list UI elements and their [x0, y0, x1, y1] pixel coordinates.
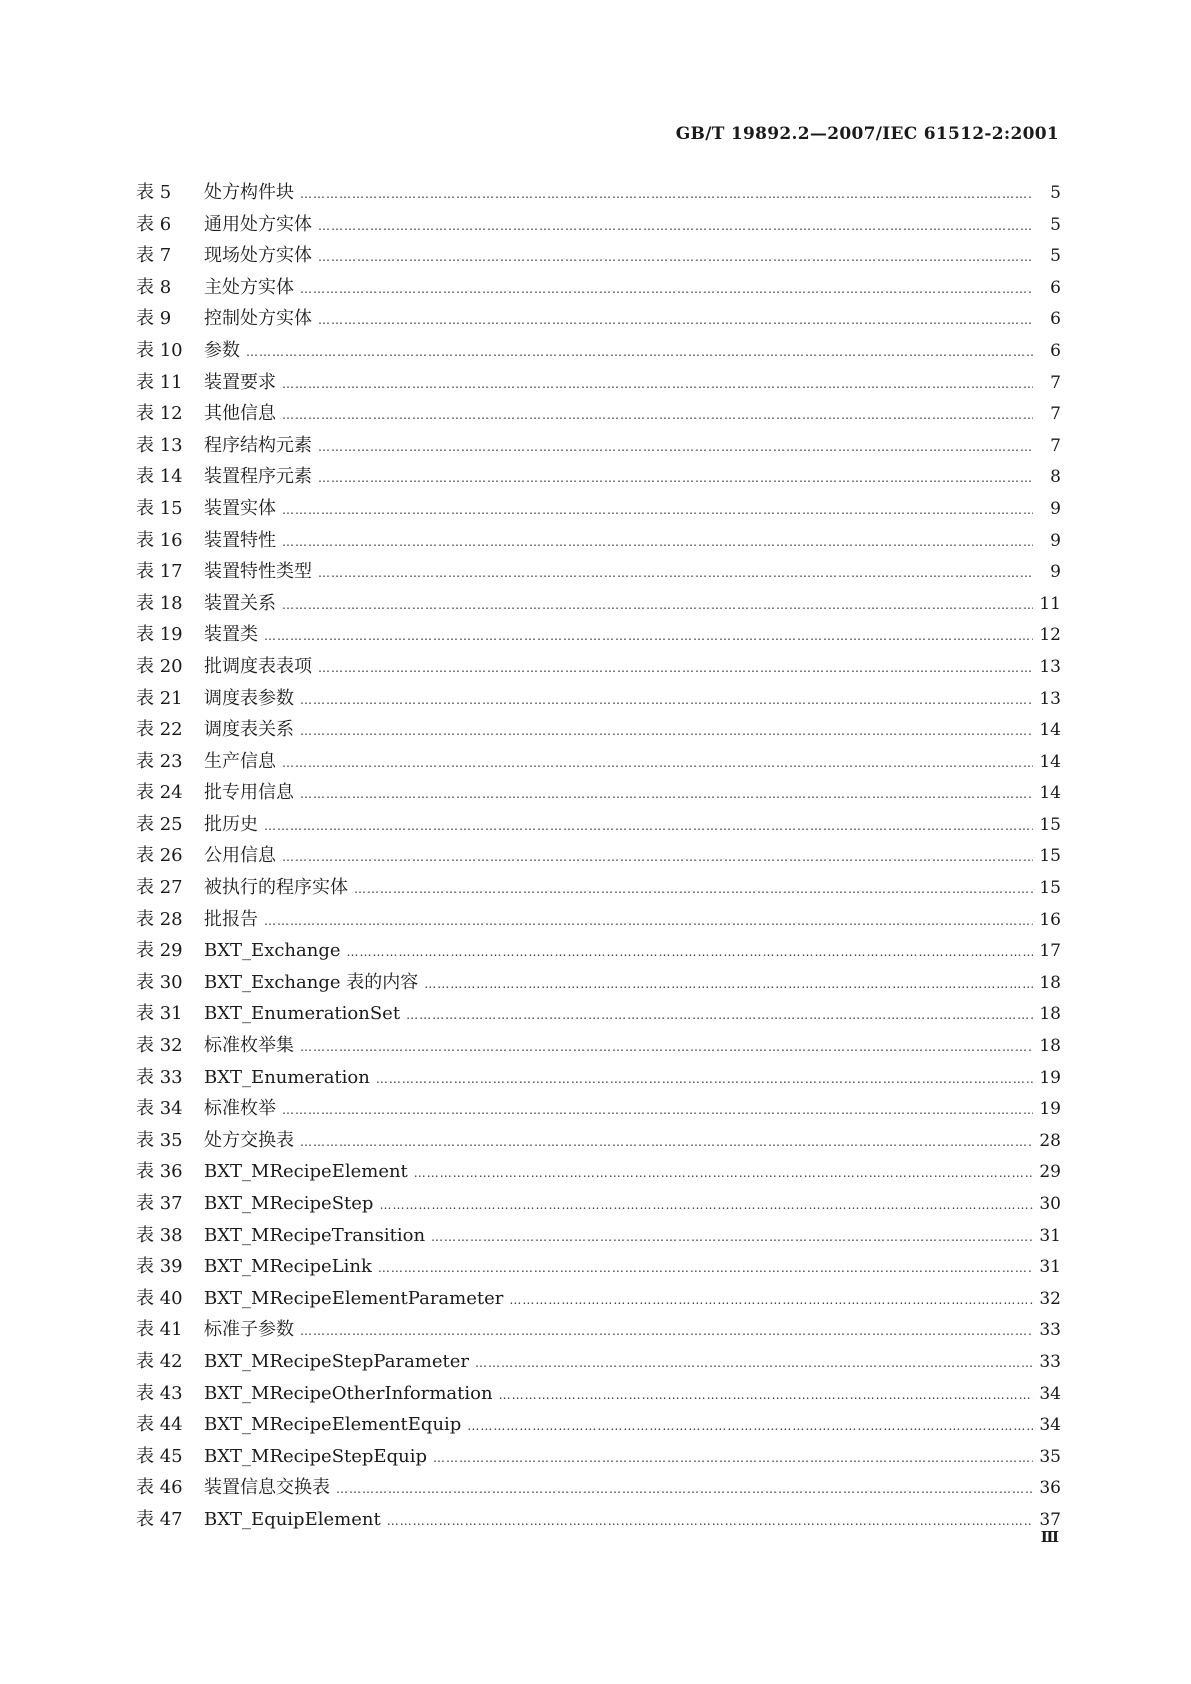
toc-leader-dots [378, 1261, 1033, 1275]
toc-entry-title: 装置要求 [204, 371, 276, 393]
toc-entry-label: 表 25 [136, 813, 183, 835]
toc-entry[interactable] [136, 1347, 1061, 1379]
toc-leader-dots [282, 408, 1033, 422]
toc-entry[interactable] [136, 557, 1061, 589]
toc-entry-title: BXT_MRecipeElementParameter [204, 1287, 504, 1309]
toc-entry[interactable] [136, 652, 1061, 684]
toc-entry[interactable] [136, 1379, 1061, 1411]
toc-entry[interactable] [136, 620, 1061, 652]
toc-entry-label: 表 42 [136, 1350, 183, 1372]
toc-leader-dots [300, 787, 1033, 801]
toc-entry-page: 18 [1039, 1004, 1061, 1025]
toc-entry-page: 7 [1050, 404, 1061, 425]
toc-entry-title: BXT_MRecipeElementEquip [204, 1414, 462, 1436]
toc-entry-title: 通用处方实体 [204, 213, 312, 235]
toc-leader-dots [300, 724, 1033, 738]
toc-entry-label: 表 24 [136, 782, 183, 804]
toc-entry-page: 12 [1039, 625, 1061, 646]
toc-entry-page: 6 [1050, 340, 1061, 361]
toc-entry-page: 14 [1039, 720, 1061, 741]
toc-leader-dots [282, 503, 1033, 517]
toc-entry[interactable] [136, 273, 1061, 305]
toc-entry-title: 标准子参数 [204, 1319, 294, 1341]
toc-entry-label: 表 39 [136, 1256, 183, 1278]
toc-entry[interactable] [136, 778, 1061, 810]
toc-entry-label: 表 36 [136, 1161, 183, 1183]
toc-entry-label: 表 18 [136, 592, 183, 614]
toc-entry-label: 表 9 [136, 308, 172, 330]
toc-entry-page: 6 [1050, 309, 1061, 330]
toc-entry-title: 控制处方实体 [204, 308, 312, 330]
toc-entry[interactable] [136, 1189, 1061, 1221]
toc-entry-page: 33 [1039, 1351, 1061, 1372]
toc-entry[interactable] [136, 494, 1061, 526]
toc-entry-page: 35 [1039, 1446, 1061, 1467]
toc-entry[interactable] [136, 841, 1061, 873]
toc-entry-title: 装置信息交换表 [204, 1477, 330, 1499]
toc-entry-page: 32 [1039, 1288, 1061, 1309]
toc-entry-label: 表 35 [136, 1129, 183, 1151]
toc-entry[interactable] [136, 399, 1061, 431]
toc-entry-label: 表 44 [136, 1414, 183, 1436]
toc-entry-label: 表 38 [136, 1224, 183, 1246]
toc-leader-dots [414, 1166, 1033, 1180]
toc-entry-page: 37 [1039, 1509, 1061, 1530]
toc-entry-page: 18 [1039, 972, 1061, 993]
toc-leader-dots [433, 1451, 1033, 1465]
toc-entry-label: 表 17 [136, 561, 183, 583]
toc-leader-dots [282, 598, 1033, 612]
toc-entry[interactable] [136, 589, 1061, 621]
toc-leader-dots [336, 1482, 1033, 1496]
toc-entry[interactable] [136, 304, 1061, 336]
toc-entry-title: BXT_MRecipeStep [204, 1193, 374, 1214]
toc-entry[interactable] [136, 684, 1061, 716]
toc-entry-title: BXT_MRecipeOtherInformation [204, 1382, 493, 1404]
toc-entry-page: 18 [1039, 1036, 1061, 1057]
toc-entry[interactable] [136, 1157, 1061, 1189]
toc-entry-title: 现场处方实体 [204, 245, 312, 267]
toc-leader-dots [300, 282, 1033, 296]
toc-entry-page: 16 [1039, 909, 1061, 930]
toc-entry-page: 7 [1050, 372, 1061, 393]
toc-entry-label: 表 30 [136, 971, 183, 993]
toc-entry-title: 批专用信息 [204, 782, 294, 804]
toc-entry-title: 程序结构元素 [204, 434, 312, 456]
toc-entry-title: 装置实体 [204, 497, 276, 519]
toc-entry-title: 生产信息 [204, 750, 276, 772]
toc-entry-title: BXT_EquipElement [204, 1508, 381, 1530]
toc-entry-title: 被执行的程序实体 [204, 877, 348, 899]
toc-entry[interactable] [136, 1315, 1061, 1347]
toc-entry-label: 表 16 [136, 529, 183, 551]
toc-entry-page: 28 [1039, 1130, 1061, 1151]
toc-entry[interactable] [136, 431, 1061, 463]
toc-leader-dots [282, 756, 1033, 770]
toc-entry-page: 14 [1039, 783, 1061, 804]
toc-entry-label: 表 8 [136, 276, 172, 298]
toc-entry[interactable] [136, 1094, 1061, 1126]
toc-leader-dots [318, 566, 1033, 580]
toc-entry-page: 34 [1039, 1415, 1061, 1436]
toc-leader-dots [282, 377, 1033, 391]
toc-entry-label: 表 34 [136, 1098, 183, 1120]
table-of-contents [136, 178, 1061, 1537]
toc-entry-title: BXT_MRecipeElement [204, 1161, 408, 1183]
toc-entry-label: 表 28 [136, 908, 183, 930]
toc-entry-page: 29 [1039, 1162, 1061, 1183]
toc-entry-title: 调度表关系 [204, 719, 294, 741]
toc-entry-title: BXT_MRecipeLink [204, 1256, 372, 1278]
toc-entry-page: 9 [1050, 562, 1061, 583]
toc-entry-page: 19 [1039, 1099, 1061, 1120]
toc-entry-label: 表 12 [136, 403, 183, 425]
toc-entry-label: 表 33 [136, 1066, 183, 1088]
toc-entry[interactable] [136, 715, 1061, 747]
toc-entry-page: 31 [1039, 1257, 1061, 1278]
toc-entry[interactable] [136, 810, 1061, 842]
toc-entry[interactable] [136, 999, 1061, 1031]
toc-leader-dots [246, 345, 1033, 359]
toc-entry-label: 表 22 [136, 719, 183, 741]
toc-entry-label: 表 43 [136, 1382, 183, 1404]
toc-entry-page: 5 [1050, 183, 1061, 203]
toc-entry-title: 处方交换表 [204, 1129, 294, 1151]
toc-entry[interactable] [136, 1284, 1061, 1316]
toc-entry[interactable] [136, 336, 1061, 368]
toc-entry[interactable] [136, 368, 1061, 400]
toc-leader-dots [424, 977, 1033, 991]
toc-entry-page: 19 [1039, 1067, 1061, 1088]
toc-entry-label: 表 15 [136, 497, 183, 519]
toc-entry-title: 公用信息 [204, 845, 276, 867]
toc-leader-dots [318, 250, 1033, 264]
toc-leader-dots [318, 219, 1033, 233]
toc-entry-title: 装置关系 [204, 592, 276, 614]
toc-entry-page: 7 [1050, 435, 1061, 456]
toc-entry[interactable] [136, 1063, 1061, 1095]
toc-entry-page: 5 [1050, 246, 1061, 267]
toc-entry-title: 调度表参数 [204, 687, 294, 709]
toc-leader-dots [431, 1230, 1033, 1244]
toc-entry-label: 表 46 [136, 1477, 183, 1499]
toc-entry-title: BXT_MRecipeTransition [204, 1224, 426, 1246]
toc-entry-title: BXT_Exchange [204, 940, 341, 962]
toc-entry[interactable] [136, 747, 1061, 779]
toc-entry-label: 表 37 [136, 1193, 183, 1214]
toc-leader-dots [300, 1040, 1033, 1054]
toc-entry-label: 表 32 [136, 1035, 183, 1057]
toc-entry-label: 表 27 [136, 877, 183, 899]
toc-leader-dots [387, 1514, 1033, 1528]
toc-entry-label: 表 21 [136, 687, 183, 709]
toc-entry-title: 主处方实体 [204, 276, 294, 298]
toc-entry-label: 表 20 [136, 655, 183, 677]
toc-leader-dots [282, 535, 1033, 549]
toc-leader-dots [300, 693, 1033, 707]
toc-entry-title: 批历史 [204, 813, 258, 835]
toc-leader-dots [467, 1419, 1033, 1433]
toc-entry-page: 17 [1039, 941, 1061, 962]
toc-leader-dots [318, 471, 1033, 485]
toc-entry-title: 处方构件块 [204, 182, 294, 203]
toc-entry-page: 9 [1050, 530, 1061, 551]
toc-entry-page: 8 [1050, 467, 1061, 488]
toc-entry-title: 标准枚举 [204, 1098, 276, 1120]
toc-entry-page: 36 [1039, 1478, 1061, 1499]
toc-entry-title: 标准枚举集 [204, 1035, 294, 1057]
toc-leader-dots [300, 1135, 1033, 1149]
toc-entry-label: 表 29 [136, 940, 183, 962]
toc-entry[interactable] [136, 873, 1061, 905]
toc-entry-page: 13 [1039, 656, 1061, 677]
toc-leader-dots [406, 1008, 1033, 1022]
toc-entry[interactable] [136, 936, 1061, 968]
toc-leader-dots [300, 1324, 1033, 1338]
toc-entry-page: 15 [1039, 814, 1061, 835]
toc-entry[interactable] [136, 968, 1061, 1000]
toc-leader-dots [264, 914, 1033, 928]
toc-leader-dots [264, 819, 1033, 833]
toc-entry-label: 表 11 [136, 371, 183, 393]
toc-entry-title: 装置程序元素 [204, 466, 312, 488]
toc-entry[interactable] [136, 462, 1061, 494]
toc-entry-title: 参数 [204, 339, 240, 361]
toc-entry[interactable] [136, 1505, 1061, 1537]
toc-entry-label: 表 26 [136, 845, 183, 867]
toc-entry-label: 表 13 [136, 434, 183, 456]
toc-entry-label: 表 6 [136, 213, 172, 235]
toc-leader-dots [475, 1356, 1033, 1370]
toc-leader-dots [354, 882, 1033, 896]
toc-entry-label: 表 7 [136, 245, 172, 267]
toc-entry-label: 表 14 [136, 466, 183, 488]
toc-entry-label: 表 40 [136, 1287, 183, 1309]
toc-entry-title: 批调度表表项 [204, 655, 312, 677]
toc-leader-dots [318, 313, 1033, 327]
toc-entry-page: 31 [1039, 1225, 1061, 1246]
toc-entry-title: 其他信息 [204, 403, 276, 425]
toc-entry-title: BXT_Enumeration [204, 1066, 370, 1088]
toc-entry[interactable] [136, 526, 1061, 558]
toc-entry-label: 表 5 [136, 182, 172, 203]
toc-entry[interactable] [136, 1221, 1061, 1253]
toc-entry[interactable] [136, 1442, 1061, 1474]
page-number: Ⅲ [1040, 1528, 1059, 1546]
toc-entry[interactable] [136, 210, 1061, 242]
toc-entry-page: 6 [1050, 277, 1061, 298]
toc-leader-dots [499, 1388, 1033, 1402]
toc-entry-page: 11 [1039, 593, 1061, 614]
toc-leader-dots [282, 1103, 1033, 1117]
toc-entry-page: 9 [1050, 498, 1061, 519]
toc-entry-label: 表 47 [136, 1508, 183, 1530]
toc-leader-dots [318, 661, 1033, 675]
toc-entry[interactable] [136, 1031, 1061, 1063]
toc-entry-page: 33 [1039, 1320, 1061, 1341]
toc-entry-title: BXT_Exchange 表的内容 [204, 971, 419, 993]
toc-leader-dots [282, 850, 1033, 864]
toc-entry[interactable] [136, 905, 1061, 937]
toc-entry-title: 装置特性类型 [204, 561, 312, 583]
toc-entry-title: BXT_MRecipeStepEquip [204, 1445, 427, 1467]
toc-entry-page: 34 [1039, 1383, 1061, 1404]
toc-leader-dots [347, 945, 1033, 959]
toc-leader-dots [264, 629, 1033, 643]
toc-leader-dots [376, 1072, 1033, 1086]
toc-entry[interactable] [136, 178, 1061, 210]
toc-entry-label: 表 45 [136, 1445, 183, 1467]
toc-entry-label: 表 23 [136, 750, 183, 772]
toc-entry-page: 15 [1039, 878, 1061, 899]
toc-entry-title: BXT_EnumerationSet [204, 1003, 401, 1025]
toc-entry[interactable] [136, 1126, 1061, 1158]
document-header: GB/T 19892.2—2007/IEC 61512-2:2001 [675, 124, 1059, 144]
toc-entry-page: 30 [1039, 1194, 1061, 1214]
toc-entry-page: 5 [1050, 214, 1061, 235]
toc-leader-dots [300, 187, 1033, 201]
toc-leader-dots [379, 1198, 1033, 1212]
toc-entry-title: BXT_MRecipeStepParameter [204, 1350, 470, 1372]
toc-entry[interactable] [136, 1252, 1061, 1284]
toc-leader-dots [318, 440, 1033, 454]
toc-entry[interactable] [136, 1473, 1061, 1505]
toc-entry-title: 批报告 [204, 908, 258, 930]
toc-entry-label: 表 41 [136, 1319, 183, 1341]
toc-entry[interactable] [136, 1410, 1061, 1442]
toc-entry-page: 13 [1039, 688, 1061, 709]
toc-entry-label: 表 10 [136, 339, 183, 361]
toc-entry-title: 装置特性 [204, 529, 276, 551]
toc-entry-page: 15 [1039, 846, 1061, 867]
toc-leader-dots [509, 1293, 1033, 1307]
toc-entry-label: 表 31 [136, 1003, 183, 1025]
toc-entry-label: 表 19 [136, 624, 183, 646]
toc-entry-page: 14 [1039, 751, 1061, 772]
toc-entry-title: 装置类 [204, 624, 258, 646]
toc-entry[interactable] [136, 241, 1061, 273]
